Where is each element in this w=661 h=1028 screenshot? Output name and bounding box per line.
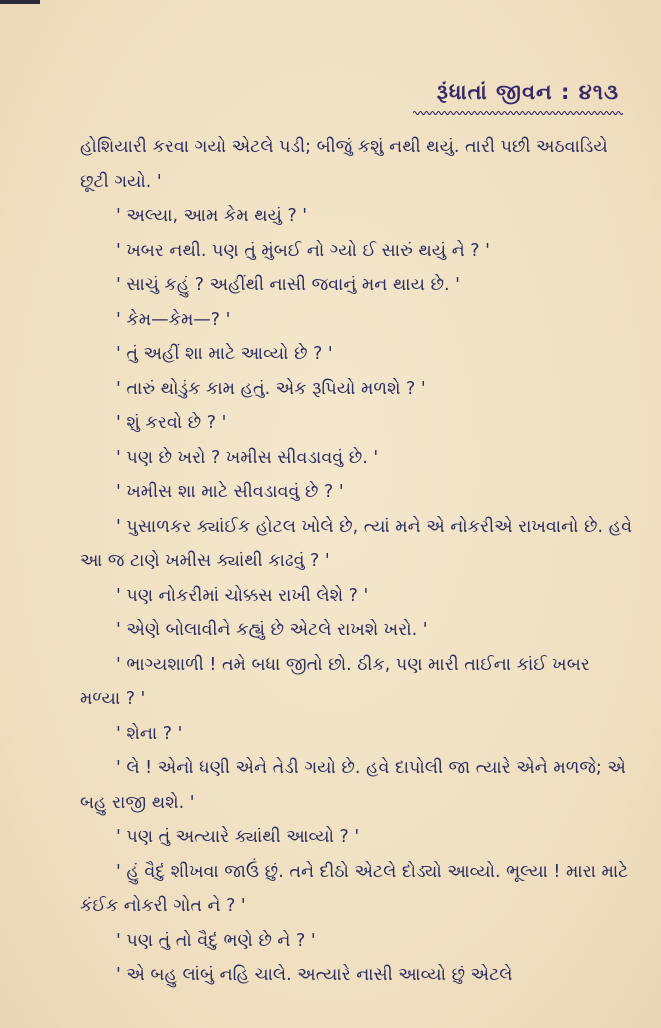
paragraph: ' પણ તું તો વૈદું ભણે છે ને ? '	[116, 930, 316, 951]
paragraph: ' ભાગ્યશાળી ! તમે બધા જીતો છો. ઠીક, પણ મારી તાઈના કાંઈ ખબર મળ્યા ? '	[80, 654, 590, 709]
paragraph: ' અલ્યા, આમ કેમ થયું ? '	[116, 206, 308, 226]
paragraph: ' લે ! એનો ધણી એને તેડી ગયો છે. હવે દાપોલી જા ત્યારે એને મળજે; એ બહુ રાજી થશે. '	[80, 758, 626, 813]
paragraph: ' એ બહુ લાંબું નહિ ચાલે. અત્યારે નાસી આવ્યો છું એટલે	[116, 965, 513, 985]
paragraph: ' પણ છે ખરો ? ખમીસ સીવડાવવું છે. '	[116, 447, 379, 468]
paragraph: ' ખમીસ શા માટે સીવડાવવું છે ? '	[116, 482, 344, 502]
paragraph: ' હું વૈદું શીખવા જાઉં છું. તને દીઠો એટલે દોડ્યો આવ્યો. ભૂલ્યા ! મારા માટે કંઈક નોકરી ગોત ને ? '	[80, 861, 629, 916]
paragraph: ' કેમ—કેમ—? '	[116, 309, 231, 330]
body-text	[80, 130, 635, 993]
header-wavy-rule	[413, 110, 623, 116]
paragraph: ' એણે બોલાવીને કહ્યું છે એટલે રાખશે ખરો. '	[116, 620, 428, 640]
paragraph: ' શેના ? '	[116, 723, 183, 744]
paragraph: ' તું અહીં શા માટે આવ્યો છે ? '	[116, 344, 333, 364]
paragraph: હોશિયારી કરવા ગયો એટલે પડી; બીજું કશું નથી થયું. તારી પછી અઠવાડિયે છૂટી ગયો. '	[80, 137, 608, 192]
paragraph: ' શું કરવો છે ? '	[116, 413, 227, 433]
paragraph: ' પણ તું અત્યારે ક્યાંથી આવ્યો ? '	[116, 827, 360, 847]
paragraph: ' સાચું કહું ? અહીંથી નાસી જવાનું મન થાય છે. '	[116, 275, 460, 295]
paragraph: ' તારું થોડુંક કામ હતું. એક રૂપિયો મળશે ? '	[116, 378, 426, 399]
paragraph: ' પુસાળકર ક્યાંઈક હોટલ ખોલે છે, ત્યાં મને એ નોકરીએ રાખવાનો છે. હવે આ જ ટાણે ખમીસ ક્યાંથી કાઢવું ? '	[80, 516, 632, 571]
paragraph: ' ખબર નથી. પણ તું મુંબઈ નો ગ્યો ઈ સારું થયું ને ? '	[116, 240, 490, 261]
running-header: રૂંધાતાં જીવન : ૪૧૩	[436, 80, 619, 104]
paragraph: ' પણ નોકરીમાં ચોક્કસ રાખી લેશે ? '	[116, 585, 369, 606]
scan-corner-mark	[0, 0, 40, 4]
